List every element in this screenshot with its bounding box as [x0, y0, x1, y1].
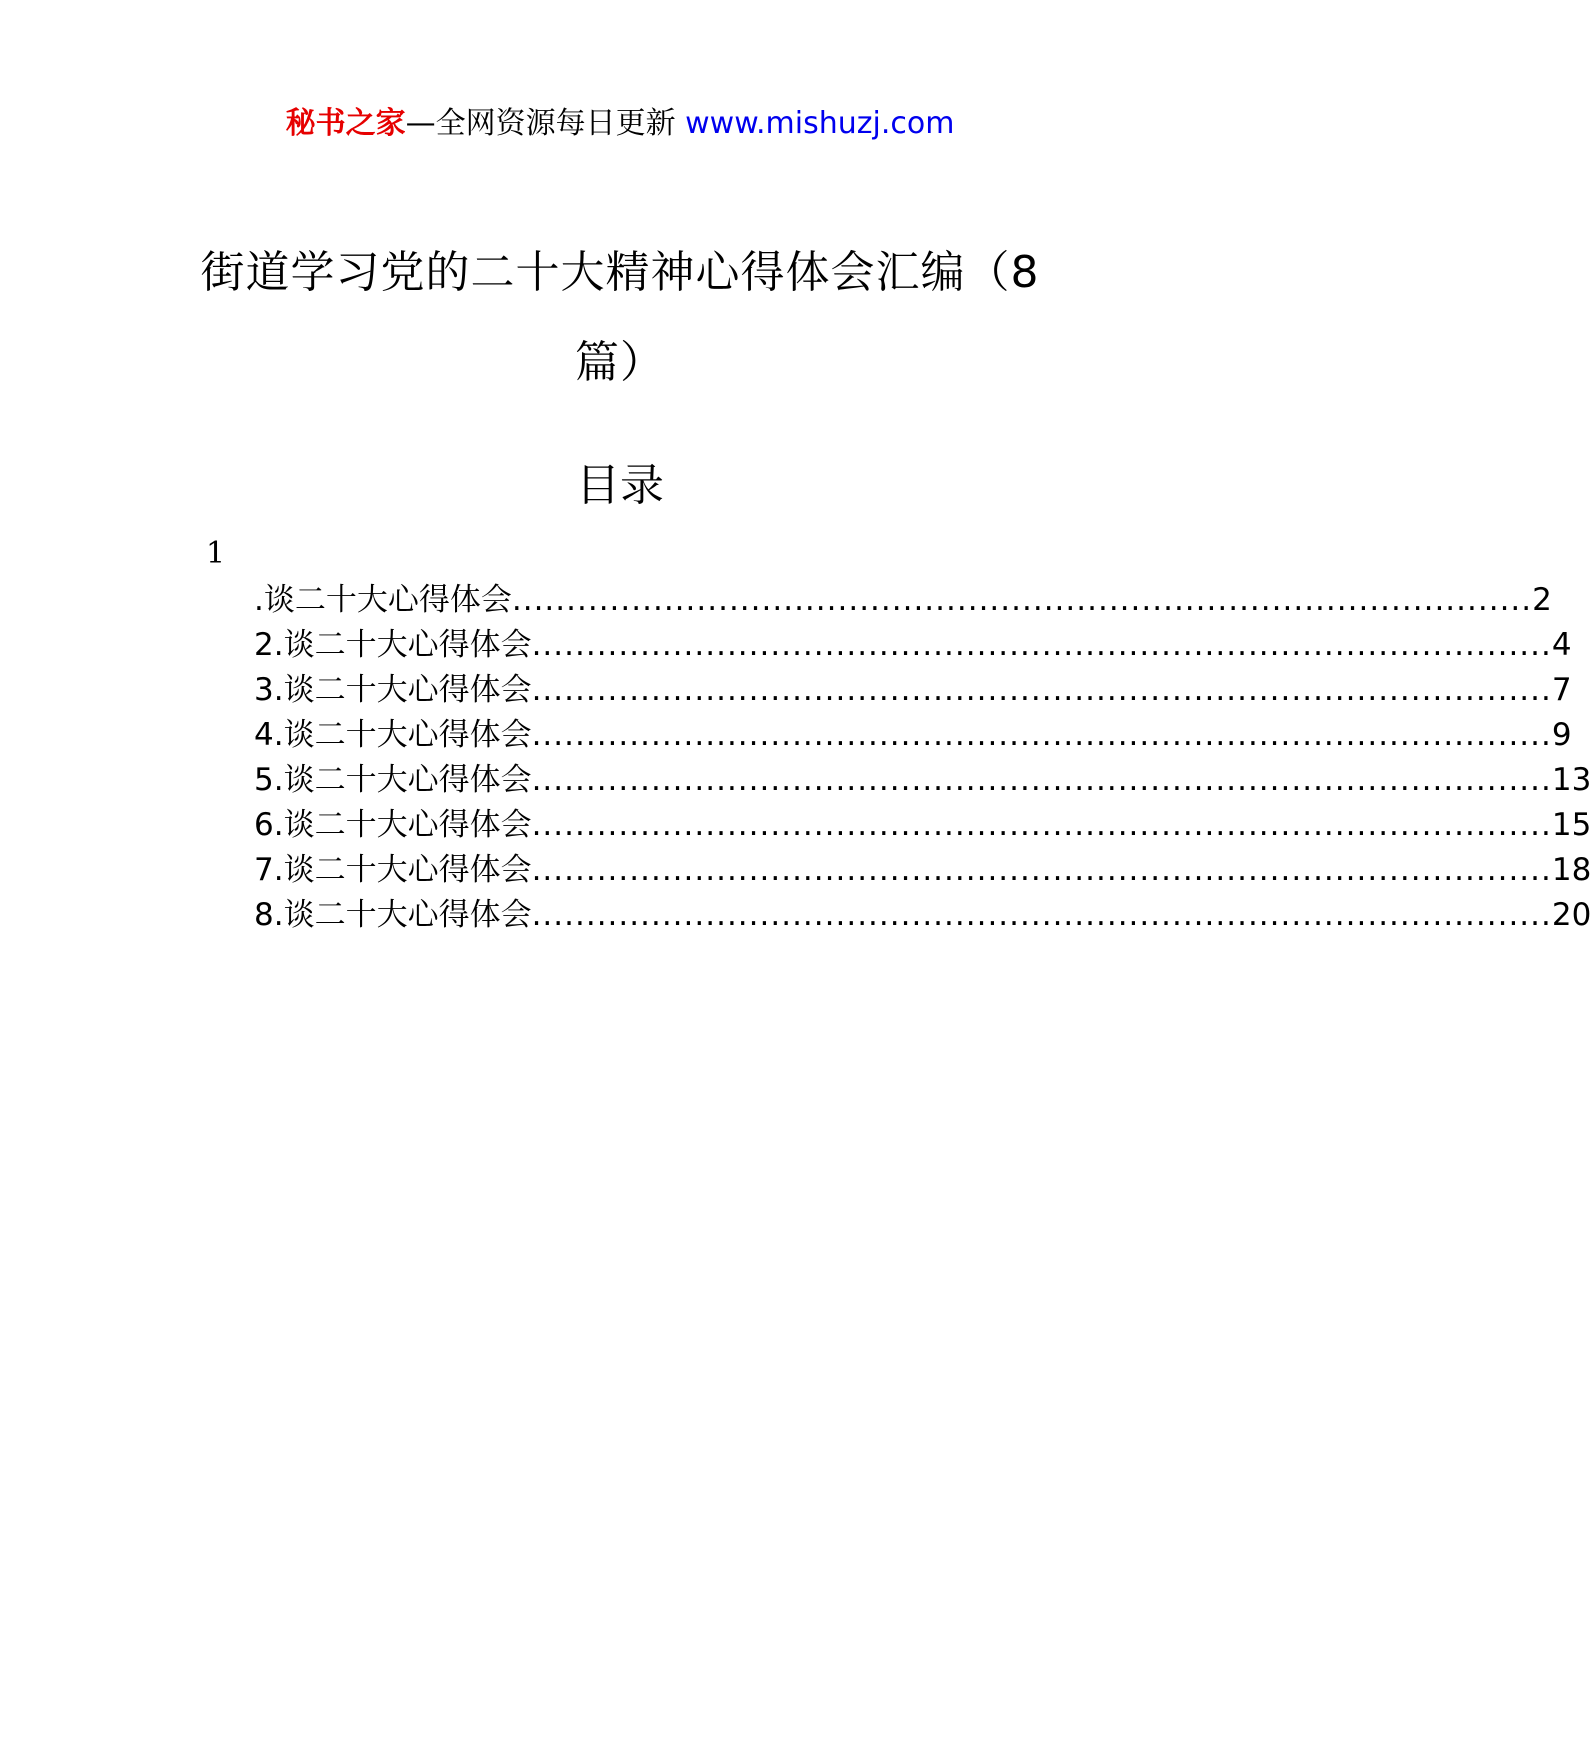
toc-dot-leader: ..............................................................................................	[531, 852, 1552, 888]
brand-name: 秘书之家	[285, 106, 406, 141]
toc-dot-leader: ..............................................................................................	[531, 672, 1552, 708]
header-tagline: —全网资源每日更新	[405, 106, 676, 141]
toc-page-number: 2	[1532, 582, 1552, 618]
toc-dot-leader: ..............................................................................................	[531, 897, 1552, 933]
toc-dot-leader: ..............................................................................................	[531, 717, 1552, 753]
site-url-link[interactable]: www.mishuzj.com	[685, 106, 955, 141]
toc-entry-label: 4.谈二十大心得体会	[254, 717, 532, 753]
toc-dot-leader: ..............................................................................................	[511, 582, 1533, 618]
toc-dot-leader: ..............................................................................................	[531, 627, 1552, 663]
toc-dot-leader: ..............................................................................................	[531, 762, 1552, 798]
toc-heading: 目录	[576, 460, 664, 511]
toc-page-number: 9	[1551, 717, 1572, 753]
toc-page-number: 7	[1551, 672, 1572, 708]
toc-entry-5[interactable]	[254, 758, 1591, 803]
toc-entry-6[interactable]	[254, 803, 1591, 848]
toc-page-number: 18	[1551, 852, 1591, 888]
toc-page-number: 13	[1551, 762, 1591, 798]
toc-entry-label: 8.谈二十大心得体会	[254, 897, 532, 933]
toc-entry-2[interactable]	[254, 623, 1572, 668]
toc-entry-1[interactable]	[254, 578, 1552, 623]
toc-entry-label: .谈二十大心得体会	[254, 582, 512, 618]
document-title: 街道学习党的二十大精神心得体会汇编（8篇）	[200, 247, 1040, 388]
toc-entry-label: 5.谈二十大心得体会	[254, 762, 532, 798]
toc-entry-label: 6.谈二十大心得体会	[254, 807, 532, 843]
toc-dot-leader: ..............................................................................................	[531, 807, 1552, 843]
toc-entry-label: 3.谈二十大心得体会	[254, 672, 532, 708]
toc-page-number: 20	[1551, 897, 1591, 933]
toc-page-number: 15	[1551, 807, 1591, 843]
toc-entry-label: 7.谈二十大心得体会	[254, 852, 532, 888]
toc-entry-label: 2.谈二十大心得体会	[254, 627, 532, 663]
toc-entry-7[interactable]	[254, 848, 1591, 893]
toc-page-number: 4	[1551, 627, 1572, 663]
toc-stray-number: 1	[206, 536, 226, 571]
page-header	[0, 104, 1240, 144]
table-of-contents	[254, 578, 1591, 938]
toc-entry-3[interactable]	[254, 668, 1572, 713]
toc-entry-4[interactable]	[254, 713, 1572, 758]
toc-entry-8[interactable]	[254, 893, 1591, 938]
